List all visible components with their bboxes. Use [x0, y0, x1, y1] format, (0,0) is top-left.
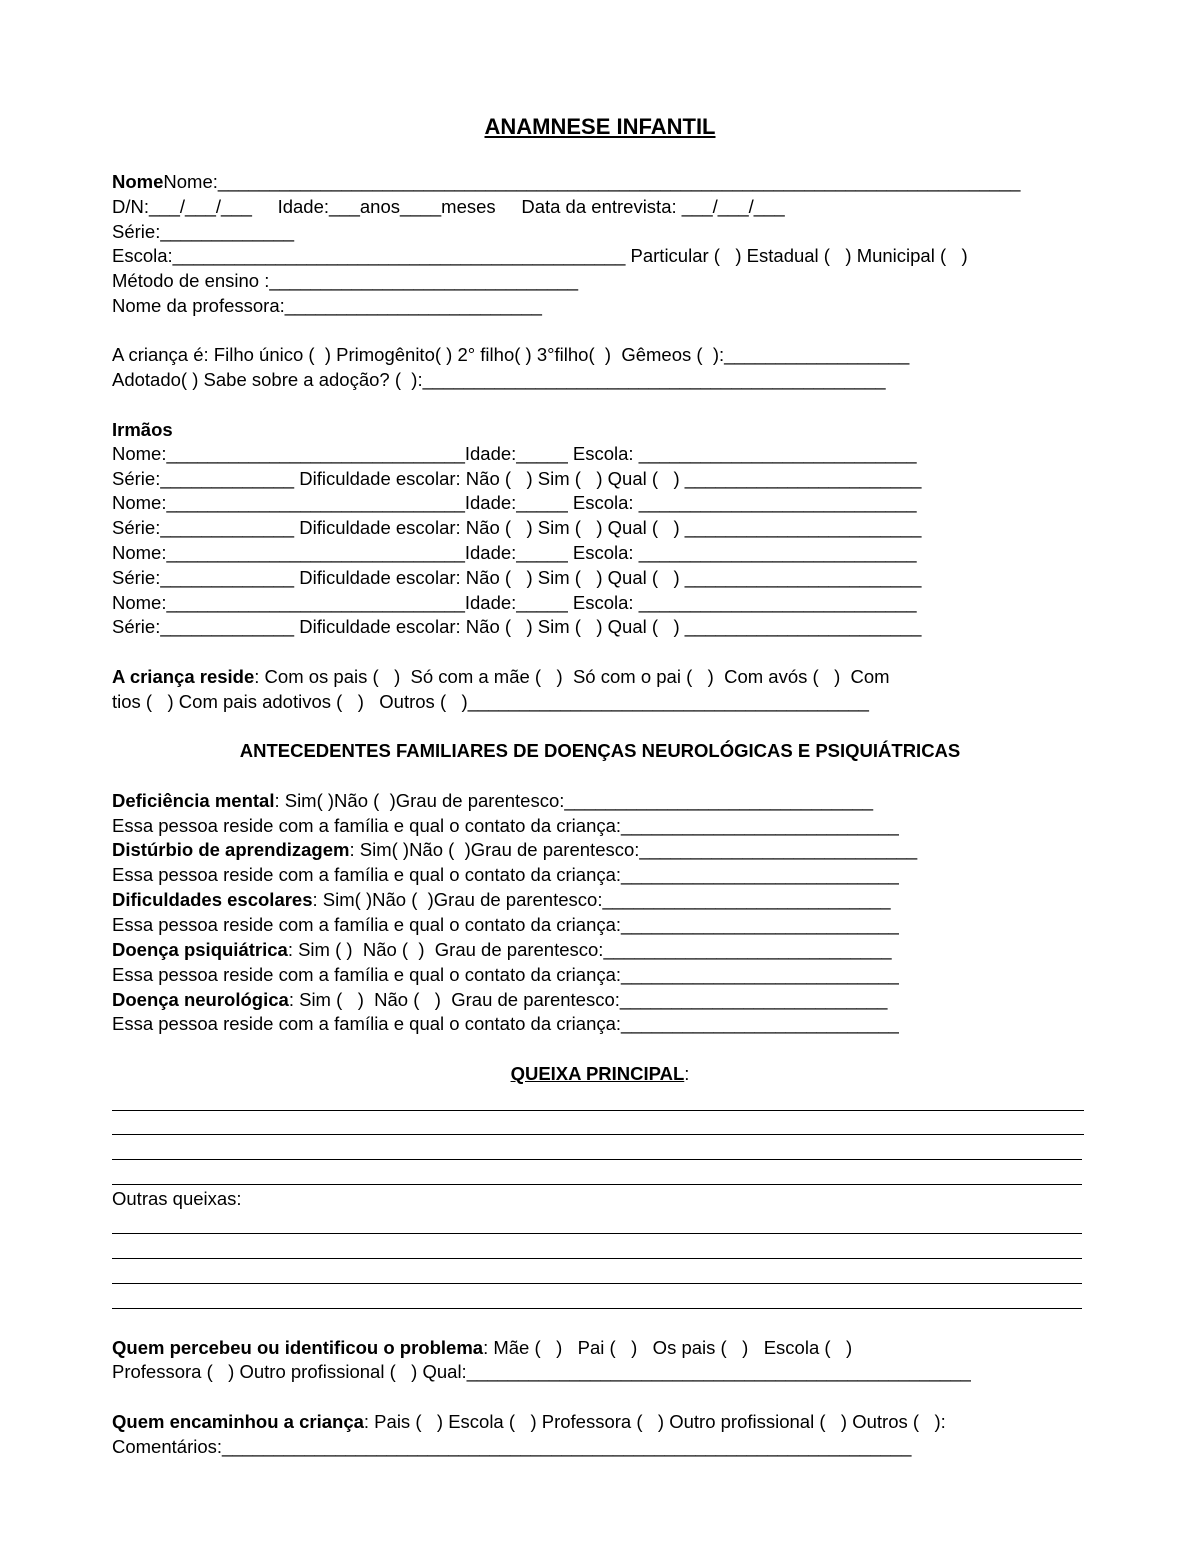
disturbio-aprendizagem-line[interactable]: Distúrbio de aprendizagem: Sim( )Não ( )Grau de parentesco:___________________________ — [112, 839, 918, 860]
page-title: ANAMNESE INFANTIL — [484, 114, 716, 139]
dn-idade-data-field[interactable]: D/N:___/___/___ Idade:___anos____meses Data da entrevista: ___/___/___ — [112, 196, 785, 217]
queixa-heading: QUEIXA PRINCIPAL: — [510, 1063, 690, 1084]
professora-field[interactable]: Nome da professora:_________________________ — [112, 295, 542, 316]
contato-line[interactable]: Essa pessoa reside com a família e qual o contato da criança:___________________________ — [112, 864, 899, 885]
queixa-blank-line[interactable] — [112, 1159, 1082, 1160]
irmao-nome-line[interactable]: Nome:_____________________________Idade:_____ Escola: ___________________________ — [112, 492, 917, 513]
queixa-blank-line[interactable] — [112, 1184, 1082, 1185]
irmao-serie-line[interactable]: Série:_____________ Dificuldade escolar: Não ( ) Sim ( ) Qual ( ) _______________________ — [112, 567, 922, 588]
irmao-serie-line[interactable]: Série:_____________ Dificuldade escolar: Não ( ) Sim ( ) Qual ( ) _______________________ — [112, 616, 922, 637]
contato-line[interactable]: Essa pessoa reside com a família e qual o contato da criança:___________________________ — [112, 964, 899, 985]
reside-label: A criança reside — [112, 666, 255, 687]
outras-blank-line[interactable] — [112, 1308, 1082, 1309]
escola-field[interactable]: Escola:____________________________________________ Particular ( ) Estadual ( ) Municipal ( ) — [112, 245, 968, 266]
outras-queixas-label: Outras queixas: — [112, 1188, 242, 1209]
reside-line-1[interactable]: A criança reside: Com os pais ( ) Só com a mãe ( ) Só com o pai ( ) Com avós ( ) Com — [112, 666, 890, 687]
doenca-psiquiatrica-line[interactable]: Doença psiquiátrica: Sim ( ) Não ( ) Grau de parentesco:____________________________ — [112, 939, 892, 960]
contato-line[interactable]: Essa pessoa reside com a família e qual o contato da criança:___________________________ — [112, 815, 899, 836]
reside-line-2[interactable]: tios ( ) Com pais adotivos ( ) Outros ( )_______________________________________ — [112, 691, 869, 712]
doenca-neurologica-line[interactable]: Doença neurológica: Sim ( ) Não ( ) Grau de parentesco:__________________________ — [112, 989, 888, 1010]
percebeu-line-2[interactable]: Professora ( ) Outro profissional ( ) Qual:_________________________________________________ — [112, 1361, 971, 1382]
outras-blank-line[interactable] — [112, 1233, 1082, 1234]
irmaos-heading: Irmãos — [112, 419, 173, 440]
deficiencia-mental-line[interactable]: Deficiência mental: Sim( )Não ( )Grau de parentesco:______________________________ — [112, 790, 874, 811]
metodo-field[interactable]: Método de ensino :______________________________ — [112, 270, 579, 291]
adotado-line[interactable]: Adotado( ) Sabe sobre a adoção? ( ):_____________________________________________ — [112, 369, 886, 390]
outras-blank-line[interactable] — [112, 1283, 1082, 1284]
contato-line[interactable]: Essa pessoa reside com a família e qual o contato da criança:___________________________ — [112, 1013, 899, 1034]
comentarios-line[interactable]: Comentários:___________________________________________________________________ — [112, 1436, 912, 1457]
dificuldades-escolares-line[interactable]: Dificuldades escolares: Sim( )Não ( )Grau de parentesco:____________________________ — [112, 889, 891, 910]
nome-field[interactable]: NomeNome:______________________________________________________________________________ — [112, 171, 1021, 192]
irmao-serie-line[interactable]: Série:_____________ Dificuldade escolar: Não ( ) Sim ( ) Qual ( ) _______________________ — [112, 517, 922, 538]
contato-line[interactable]: Essa pessoa reside com a família e qual o contato da criança:___________________________ — [112, 914, 899, 935]
antecedentes-heading: ANTECEDENTES FAMILIARES DE DOENÇAS NEUROLÓGICAS E PSIQUIÁTRICAS — [239, 740, 961, 761]
serie-field[interactable]: Série:_____________ — [112, 221, 295, 242]
outras-blank-line[interactable] — [112, 1258, 1082, 1259]
nome-label-bold: Nome — [112, 171, 164, 192]
irmao-nome-line[interactable]: Nome:_____________________________Idade:_____ Escola: ___________________________ — [112, 592, 917, 613]
irmao-nome-line[interactable]: Nome:_____________________________Idade:_____ Escola: ___________________________ — [112, 443, 917, 464]
irmao-nome-line[interactable]: Nome:_____________________________Idade:_____ Escola: ___________________________ — [112, 542, 917, 563]
encaminhou-line-1[interactable]: Quem encaminhou a criança: Pais ( ) Escola ( ) Professora ( ) Outro profissional ( ) Outros ( ): — [112, 1411, 946, 1432]
irmao-serie-line[interactable]: Série:_____________ Dificuldade escolar: Não ( ) Sim ( ) Qual ( ) _______________________ — [112, 468, 922, 489]
crianca-tipo-line[interactable]: A criança é: Filho único ( ) Primogênito( ) 2° filho( ) 3°filho( ) Gêmeos ( ):__________________ — [112, 344, 910, 365]
queixa-blank-line[interactable] — [112, 1110, 1084, 1111]
queixa-blank-line[interactable] — [112, 1134, 1084, 1135]
percebeu-line-1[interactable]: Quem percebeu ou identificou o problema: Mãe ( ) Pai ( ) Os pais ( ) Escola ( ) — [112, 1337, 853, 1358]
